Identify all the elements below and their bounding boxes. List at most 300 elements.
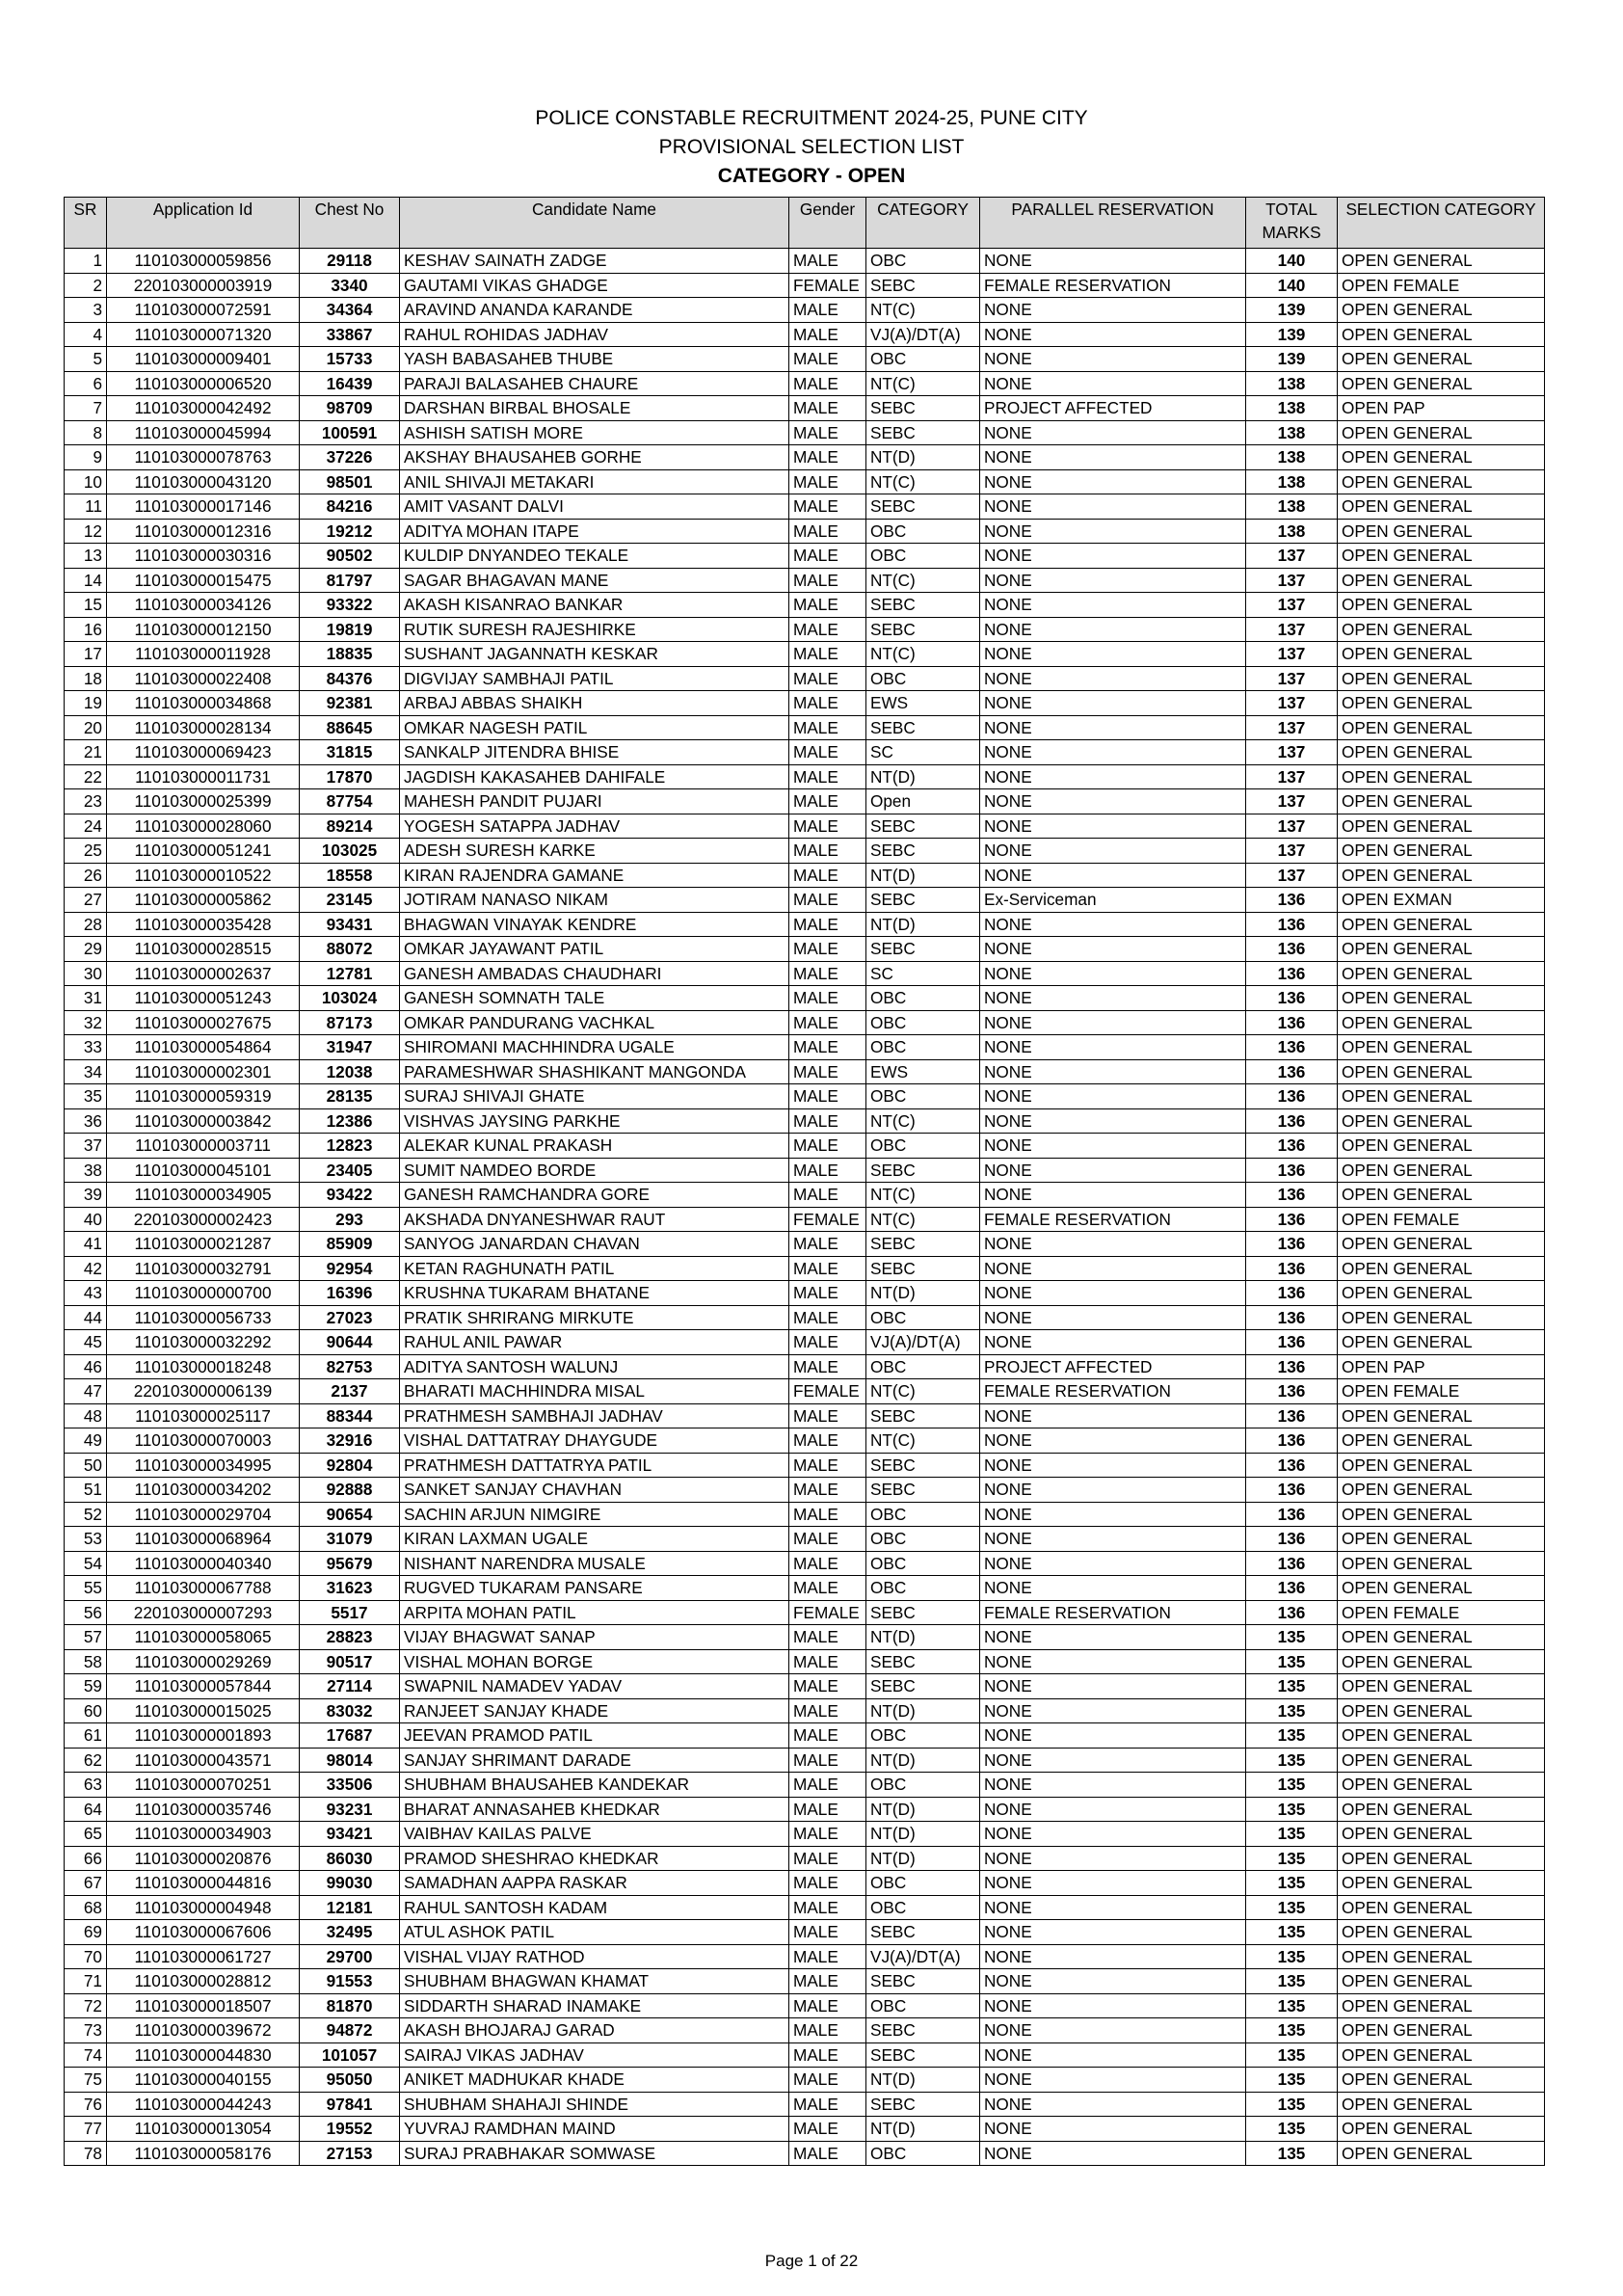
- chest-no-cell: 90654: [300, 1502, 400, 1527]
- category-cell: OBC: [866, 2141, 980, 2166]
- selection-category-cell: OPEN GENERAL: [1338, 568, 1545, 593]
- chest-no-cell: 17687: [300, 1723, 400, 1749]
- category-cell: OBC: [866, 1010, 980, 1035]
- chest-no-cell: 93431: [300, 912, 400, 937]
- category-cell: EWS: [866, 1059, 980, 1084]
- category-cell: SEBC: [866, 2042, 980, 2068]
- sr-cell: 26: [65, 863, 107, 888]
- sr-cell: 75: [65, 2068, 107, 2093]
- total-marks-cell: 136: [1246, 1330, 1338, 1355]
- gender-cell: MALE: [789, 1428, 866, 1454]
- parallel-reservation-cell: NONE: [980, 1108, 1246, 1134]
- gender-cell: MALE: [789, 1625, 866, 1650]
- total-marks-cell: 139: [1246, 322, 1338, 347]
- candidate-name-cell: ARPITA MOHAN PATIL: [400, 1600, 789, 1625]
- application-id-cell: 110103000070251: [107, 1773, 300, 1798]
- candidate-name-cell: SHUBHAM BHAUSAHEB KANDEKAR: [400, 1773, 789, 1798]
- category-cell: SEBC: [866, 1649, 980, 1674]
- table-row: [65, 1108, 1545, 1134]
- gender-cell: MALE: [789, 1354, 866, 1379]
- candidate-name-cell: KESHAV SAINATH ZADGE: [400, 249, 789, 274]
- candidate-name-cell: ALEKAR KUNAL PRAKASH: [400, 1134, 789, 1159]
- application-id-cell: 110103000071320: [107, 322, 300, 347]
- total-marks-cell: 136: [1246, 1232, 1338, 1257]
- chest-no-cell: 101057: [300, 2042, 400, 2068]
- parallel-reservation-cell: NONE: [980, 1478, 1246, 1503]
- total-marks-cell: 138: [1246, 420, 1338, 445]
- parallel-reservation-cell: NONE: [980, 839, 1246, 864]
- candidate-name-cell: OMKAR PANDURANG VACHKAL: [400, 1010, 789, 1035]
- parallel-reservation-cell: NONE: [980, 986, 1246, 1011]
- gender-cell: MALE: [789, 322, 866, 347]
- gender-cell: MALE: [789, 593, 866, 618]
- chest-no-cell: 98709: [300, 396, 400, 421]
- parallel-reservation-cell: NONE: [980, 1871, 1246, 1896]
- parallel-reservation-cell: NONE: [980, 1134, 1246, 1159]
- candidate-name-cell: AMIT VASANT DALVI: [400, 494, 789, 520]
- candidate-name-cell: SURAJ PRABHAKAR SOMWASE: [400, 2141, 789, 2166]
- chest-no-cell: 23145: [300, 888, 400, 913]
- candidate-name-cell: GANESH SOMNATH TALE: [400, 986, 789, 1011]
- table-row: [65, 1134, 1545, 1159]
- gender-cell: MALE: [789, 1158, 866, 1183]
- document-header: [0, 104, 1623, 191]
- total-marks-cell: 136: [1246, 1035, 1338, 1060]
- sr-cell: 18: [65, 666, 107, 691]
- parallel-reservation-cell: NONE: [980, 1281, 1246, 1306]
- selection-category-cell: OPEN GENERAL: [1338, 1944, 1545, 1969]
- parallel-reservation-cell: NONE: [980, 1527, 1246, 1552]
- parallel-reservation-cell: NONE: [980, 544, 1246, 569]
- candidate-name-cell: KIRAN RAJENDRA GAMANE: [400, 863, 789, 888]
- parallel-reservation-cell: PROJECT AFFECTED: [980, 1354, 1246, 1379]
- sr-cell: 8: [65, 420, 107, 445]
- total-marks-cell: 136: [1246, 1403, 1338, 1428]
- table-row: [65, 1822, 1545, 1847]
- parallel-reservation-cell: NONE: [980, 814, 1246, 839]
- table-row: [65, 1084, 1545, 1109]
- sr-cell: 20: [65, 715, 107, 740]
- header-selection-category: SELECTION CATEGORY: [1338, 198, 1545, 249]
- total-marks-cell: 135: [1246, 2042, 1338, 2068]
- total-marks-cell: 136: [1246, 1305, 1338, 1330]
- candidate-name-cell: BHAGWAN VINAYAK KENDRE: [400, 912, 789, 937]
- selection-category-cell: OPEN GENERAL: [1338, 1674, 1545, 1699]
- gender-cell: FEMALE: [789, 273, 866, 298]
- total-marks-cell: 136: [1246, 912, 1338, 937]
- selection-category-cell: OPEN GENERAL: [1338, 1723, 1545, 1749]
- candidate-name-cell: BHARATI MACHHINDRA MISAL: [400, 1379, 789, 1404]
- chest-no-cell: 98501: [300, 469, 400, 494]
- application-id-cell: 110103000003711: [107, 1134, 300, 1159]
- chest-no-cell: 87173: [300, 1010, 400, 1035]
- application-id-cell: 110103000067606: [107, 1920, 300, 1945]
- parallel-reservation-cell: NONE: [980, 789, 1246, 814]
- gender-cell: MALE: [789, 2117, 866, 2142]
- candidate-name-cell: PRATHMESH SAMBHAJI JADHAV: [400, 1403, 789, 1428]
- total-marks-cell: 137: [1246, 617, 1338, 642]
- parallel-reservation-cell: NONE: [980, 519, 1246, 544]
- category-cell: SEBC: [866, 1478, 980, 1503]
- sr-cell: 44: [65, 1305, 107, 1330]
- application-id-cell: 110103000044830: [107, 2042, 300, 2068]
- chest-no-cell: 28135: [300, 1084, 400, 1109]
- parallel-reservation-cell: NONE: [980, 420, 1246, 445]
- sr-cell: 14: [65, 568, 107, 593]
- total-marks-cell: 135: [1246, 1895, 1338, 1920]
- candidate-name-cell: JAGDISH KAKASAHEB DAHIFALE: [400, 764, 789, 789]
- application-id-cell: 110103000027675: [107, 1010, 300, 1035]
- table-row: [65, 420, 1545, 445]
- total-marks-cell: 136: [1246, 1527, 1338, 1552]
- selection-category-cell: OPEN GENERAL: [1338, 322, 1545, 347]
- selection-category-cell: OPEN GENERAL: [1338, 544, 1545, 569]
- gender-cell: FEMALE: [789, 1600, 866, 1625]
- sr-cell: 59: [65, 1674, 107, 1699]
- sr-cell: 38: [65, 1158, 107, 1183]
- category-cell: SEBC: [866, 1920, 980, 1945]
- total-marks-cell: 135: [1246, 1920, 1338, 1945]
- gender-cell: MALE: [789, 445, 866, 470]
- category-cell: NT(C): [866, 469, 980, 494]
- chest-no-cell: 18558: [300, 863, 400, 888]
- parallel-reservation-cell: NONE: [980, 764, 1246, 789]
- category-cell: NT(C): [866, 1108, 980, 1134]
- table-row: [65, 347, 1545, 372]
- chest-no-cell: 94872: [300, 2018, 400, 2043]
- sr-cell: 60: [65, 1698, 107, 1723]
- gender-cell: MALE: [789, 1969, 866, 1994]
- application-id-cell: 110103000045994: [107, 420, 300, 445]
- gender-cell: MALE: [789, 1920, 866, 1945]
- gender-cell: MALE: [789, 2141, 866, 2166]
- gender-cell: MALE: [789, 1944, 866, 1969]
- candidate-name-cell: PARAJI BALASAHEB CHAURE: [400, 371, 789, 396]
- parallel-reservation-cell: FEMALE RESERVATION: [980, 1379, 1246, 1404]
- candidate-name-cell: ANIKET MADHUKAR KHADE: [400, 2068, 789, 2093]
- selection-category-cell: OPEN GENERAL: [1338, 1158, 1545, 1183]
- category-cell: NT(C): [866, 371, 980, 396]
- gender-cell: MALE: [789, 1084, 866, 1109]
- application-id-cell: 110103000017146: [107, 494, 300, 520]
- category-cell: NT(D): [866, 1281, 980, 1306]
- parallel-reservation-cell: NONE: [980, 494, 1246, 520]
- total-marks-cell: 135: [1246, 2068, 1338, 2093]
- category-cell: SEBC: [866, 1674, 980, 1699]
- parallel-reservation-cell: NONE: [980, 249, 1246, 274]
- selection-category-cell: OPEN GENERAL: [1338, 1232, 1545, 1257]
- chest-no-cell: 92888: [300, 1478, 400, 1503]
- selection-category-cell: OPEN GENERAL: [1338, 1059, 1545, 1084]
- category-cell: NT(D): [866, 1698, 980, 1723]
- application-id-cell: 110103000056733: [107, 1305, 300, 1330]
- candidate-name-cell: RANJEET SANJAY KHADE: [400, 1698, 789, 1723]
- chest-no-cell: 34364: [300, 298, 400, 323]
- chest-no-cell: 100591: [300, 420, 400, 445]
- category-cell: NT(C): [866, 1379, 980, 1404]
- chest-no-cell: 29118: [300, 249, 400, 274]
- gender-cell: MALE: [789, 1183, 866, 1208]
- selection-category-cell: OPEN GENERAL: [1338, 2141, 1545, 2166]
- selection-category-cell: OPEN FEMALE: [1338, 1207, 1545, 1232]
- application-id-cell: 110103000058065: [107, 1625, 300, 1650]
- table-row: [65, 1010, 1545, 1035]
- candidate-name-cell: ADITYA MOHAN ITAPE: [400, 519, 789, 544]
- parallel-reservation-cell: NONE: [980, 666, 1246, 691]
- category-cell: OBC: [866, 1527, 980, 1552]
- candidate-name-cell: AKASH KISANRAO BANKAR: [400, 593, 789, 618]
- chest-no-cell: 92804: [300, 1453, 400, 1478]
- gender-cell: MALE: [789, 1576, 866, 1601]
- application-id-cell: 110103000061727: [107, 1944, 300, 1969]
- parallel-reservation-cell: NONE: [980, 740, 1246, 765]
- application-id-cell: 220103000002423: [107, 1207, 300, 1232]
- total-marks-cell: 136: [1246, 1158, 1338, 1183]
- parallel-reservation-cell: NONE: [980, 1993, 1246, 2018]
- chest-no-cell: 19819: [300, 617, 400, 642]
- selection-category-cell: OPEN GENERAL: [1338, 1403, 1545, 1428]
- gender-cell: MALE: [789, 1502, 866, 1527]
- selection-category-cell: OPEN GENERAL: [1338, 1010, 1545, 1035]
- table-row: [65, 1871, 1545, 1896]
- gender-cell: FEMALE: [789, 1379, 866, 1404]
- gender-cell: MALE: [789, 839, 866, 864]
- candidate-name-cell: PRATIK SHRIRANG MIRKUTE: [400, 1305, 789, 1330]
- table-row: [65, 1674, 1545, 1699]
- total-marks-cell: 136: [1246, 961, 1338, 986]
- category-cell: OBC: [866, 1084, 980, 1109]
- chest-no-cell: 12181: [300, 1895, 400, 1920]
- table-row: [65, 2117, 1545, 2142]
- chest-no-cell: 23405: [300, 1158, 400, 1183]
- gender-cell: MALE: [789, 1822, 866, 1847]
- selection-category-cell: OPEN PAP: [1338, 396, 1545, 421]
- category-cell: NT(D): [866, 764, 980, 789]
- table-row: [65, 1354, 1545, 1379]
- category-cell: NT(D): [866, 2117, 980, 2142]
- candidate-name-cell: RUTIK SURESH RAJESHIRKE: [400, 617, 789, 642]
- chest-no-cell: 12386: [300, 1108, 400, 1134]
- selection-category-cell: OPEN GENERAL: [1338, 715, 1545, 740]
- sr-cell: 72: [65, 1993, 107, 2018]
- chest-no-cell: 92381: [300, 691, 400, 716]
- gender-cell: MALE: [789, 764, 866, 789]
- chest-no-cell: 95050: [300, 2068, 400, 2093]
- candidate-name-cell: SHUBHAM SHAHAJI SHINDE: [400, 2092, 789, 2117]
- chest-no-cell: 32916: [300, 1428, 400, 1454]
- selection-table: [64, 197, 1545, 2166]
- sr-cell: 40: [65, 1207, 107, 1232]
- total-marks-cell: 135: [1246, 1723, 1338, 1749]
- parallel-reservation-cell: NONE: [980, 715, 1246, 740]
- parallel-reservation-cell: NONE: [980, 1698, 1246, 1723]
- sr-cell: 52: [65, 1502, 107, 1527]
- sr-cell: 56: [65, 1600, 107, 1625]
- gender-cell: MALE: [789, 1453, 866, 1478]
- candidate-name-cell: KULDIP DNYANDEO TEKALE: [400, 544, 789, 569]
- parallel-reservation-cell: NONE: [980, 1035, 1246, 1060]
- total-marks-cell: 140: [1246, 273, 1338, 298]
- candidate-name-cell: DIGVIJAY SAMBHAJI PATIL: [400, 666, 789, 691]
- parallel-reservation-cell: NONE: [980, 2068, 1246, 2093]
- parallel-reservation-cell: NONE: [980, 1232, 1246, 1257]
- category-cell: OBC: [866, 666, 980, 691]
- application-id-cell: 110103000025117: [107, 1403, 300, 1428]
- table-row: [65, 937, 1545, 962]
- candidate-name-cell: AKSHAY BHAUSAHEB GORHE: [400, 445, 789, 470]
- category-cell: NT(C): [866, 1428, 980, 1454]
- table-row: [65, 1576, 1545, 1601]
- sr-cell: 29: [65, 937, 107, 962]
- selection-category-cell: OPEN GENERAL: [1338, 1478, 1545, 1503]
- category-cell: Open: [866, 789, 980, 814]
- gender-cell: MALE: [789, 617, 866, 642]
- candidate-name-cell: JEEVAN PRAMOD PATIL: [400, 1723, 789, 1749]
- selection-category-cell: OPEN GENERAL: [1338, 789, 1545, 814]
- table-row: [65, 912, 1545, 937]
- table-row: [65, 863, 1545, 888]
- candidate-name-cell: YUVRAJ RAMDHAN MAIND: [400, 2117, 789, 2142]
- chest-no-cell: 27153: [300, 2141, 400, 2166]
- selection-category-cell: OPEN GENERAL: [1338, 1428, 1545, 1454]
- parallel-reservation-cell: NONE: [980, 1797, 1246, 1822]
- category-title: CATEGORY - OPEN: [717, 165, 906, 187]
- sr-cell: 47: [65, 1379, 107, 1404]
- gender-cell: MALE: [789, 1797, 866, 1822]
- sr-cell: 34: [65, 1059, 107, 1084]
- sr-cell: 55: [65, 1576, 107, 1601]
- chest-no-cell: 90502: [300, 544, 400, 569]
- application-id-cell: 110103000042492: [107, 396, 300, 421]
- application-id-cell: 110103000003842: [107, 1108, 300, 1134]
- table-row: [65, 1527, 1545, 1552]
- parallel-reservation-cell: NONE: [980, 1773, 1246, 1798]
- parallel-reservation-cell: NONE: [980, 642, 1246, 667]
- header-chest-no: Chest No: [300, 198, 400, 249]
- gender-cell: MALE: [789, 1773, 866, 1798]
- chest-no-cell: 98014: [300, 1748, 400, 1773]
- category-cell: NT(D): [866, 445, 980, 470]
- table-row: [65, 1403, 1545, 1428]
- table-row: [65, 568, 1545, 593]
- total-marks-cell: 135: [1246, 1649, 1338, 1674]
- total-marks-cell: 137: [1246, 666, 1338, 691]
- total-marks-cell: 136: [1246, 1183, 1338, 1208]
- gender-cell: MALE: [789, 1871, 866, 1896]
- gender-cell: MALE: [789, 912, 866, 937]
- chest-no-cell: 84376: [300, 666, 400, 691]
- selection-category-cell: OPEN GENERAL: [1338, 937, 1545, 962]
- gender-cell: MALE: [789, 937, 866, 962]
- selection-category-cell: OPEN GENERAL: [1338, 1256, 1545, 1281]
- total-marks-cell: 138: [1246, 494, 1338, 520]
- total-marks-cell: 139: [1246, 347, 1338, 372]
- category-cell: OBC: [866, 519, 980, 544]
- category-cell: SEBC: [866, 1600, 980, 1625]
- candidate-name-cell: SAGAR BHAGAVAN MANE: [400, 568, 789, 593]
- table-row: [65, 322, 1545, 347]
- chest-no-cell: 16396: [300, 1281, 400, 1306]
- total-marks-cell: 138: [1246, 445, 1338, 470]
- table-row: [65, 544, 1545, 569]
- parallel-reservation-cell: FEMALE RESERVATION: [980, 1600, 1246, 1625]
- selection-category-cell: OPEN FEMALE: [1338, 273, 1545, 298]
- chest-no-cell: 29700: [300, 1944, 400, 1969]
- chest-no-cell: 3340: [300, 273, 400, 298]
- chest-no-cell: 93322: [300, 593, 400, 618]
- table-row: [65, 1993, 1545, 2018]
- gender-cell: FEMALE: [789, 1207, 866, 1232]
- category-cell: SEBC: [866, 617, 980, 642]
- application-id-cell: 110103000011928: [107, 642, 300, 667]
- category-cell: SEBC: [866, 2092, 980, 2117]
- category-cell: SEBC: [866, 1969, 980, 1994]
- chest-no-cell: 83032: [300, 1698, 400, 1723]
- selection-category-cell: OPEN GENERAL: [1338, 961, 1545, 986]
- total-marks-cell: 136: [1246, 937, 1338, 962]
- parallel-reservation-cell: NONE: [980, 371, 1246, 396]
- application-id-cell: 110103000035428: [107, 912, 300, 937]
- parallel-reservation-cell: NONE: [980, 1010, 1246, 1035]
- chest-no-cell: 33867: [300, 322, 400, 347]
- sr-cell: 6: [65, 371, 107, 396]
- chest-no-cell: 88645: [300, 715, 400, 740]
- table-row: [65, 593, 1545, 618]
- total-marks-cell: 137: [1246, 691, 1338, 716]
- table-row: [65, 1723, 1545, 1749]
- application-id-cell: 110103000034868: [107, 691, 300, 716]
- total-marks-cell: 137: [1246, 814, 1338, 839]
- table-row: [65, 1305, 1545, 1330]
- candidate-name-cell: KETAN RAGHUNATH PATIL: [400, 1256, 789, 1281]
- category-cell: SEBC: [866, 494, 980, 520]
- parallel-reservation-cell: NONE: [980, 1895, 1246, 1920]
- total-marks-cell: 138: [1246, 371, 1338, 396]
- parallel-reservation-cell: NONE: [980, 568, 1246, 593]
- sr-cell: 68: [65, 1895, 107, 1920]
- parallel-reservation-cell: NONE: [980, 1551, 1246, 1576]
- sr-cell: 42: [65, 1256, 107, 1281]
- sr-cell: 25: [65, 839, 107, 864]
- candidate-name-cell: VISHAL VIJAY RATHOD: [400, 1944, 789, 1969]
- selection-category-cell: OPEN GENERAL: [1338, 1134, 1545, 1159]
- category-cell: NT(D): [866, 1797, 980, 1822]
- chest-no-cell: 31947: [300, 1035, 400, 1060]
- application-id-cell: 110103000068964: [107, 1527, 300, 1552]
- candidate-name-cell: ATUL ASHOK PATIL: [400, 1920, 789, 1945]
- gender-cell: MALE: [789, 371, 866, 396]
- category-cell: OBC: [866, 1773, 980, 1798]
- table-row: [65, 1797, 1545, 1822]
- table-row: [65, 1969, 1545, 1994]
- table-row: [65, 961, 1545, 986]
- gender-cell: MALE: [789, 2042, 866, 2068]
- gender-cell: MALE: [789, 396, 866, 421]
- table-row: [65, 1502, 1545, 1527]
- table-row: [65, 740, 1545, 765]
- total-marks-cell: 138: [1246, 519, 1338, 544]
- total-marks-cell: 135: [1246, 1625, 1338, 1650]
- selection-category-cell: OPEN EXMAN: [1338, 888, 1545, 913]
- parallel-reservation-cell: FEMALE RESERVATION: [980, 1207, 1246, 1232]
- total-marks-cell: 135: [1246, 2141, 1338, 2166]
- table-header-row: [65, 198, 1545, 249]
- table-body: [65, 249, 1545, 2166]
- table-row: [65, 1920, 1545, 1945]
- selection-category-cell: OPEN GENERAL: [1338, 2068, 1545, 2093]
- chest-no-cell: 12823: [300, 1134, 400, 1159]
- category-cell: OBC: [866, 1502, 980, 1527]
